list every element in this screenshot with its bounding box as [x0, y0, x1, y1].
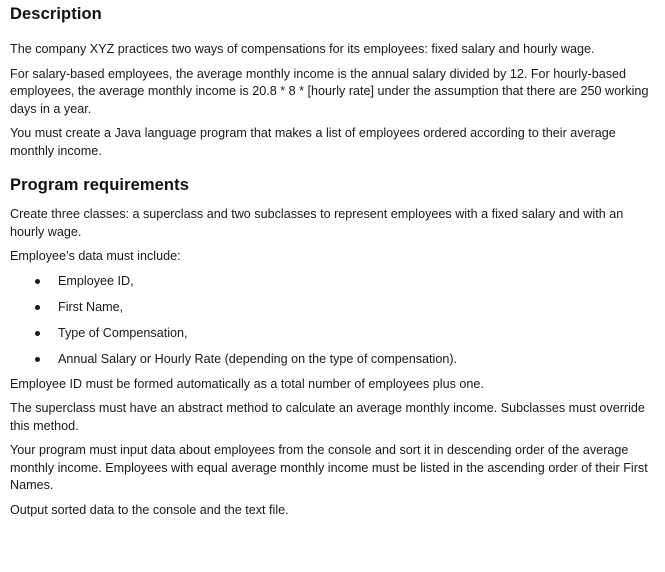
bullet-icon	[35, 279, 40, 284]
list-item-text: Type of Compensation,	[58, 326, 188, 341]
employee-data-list	[10, 273, 655, 369]
list-item	[10, 273, 655, 291]
description-paragraph: You must create a Java language program that makes a list of employees ordered according to their average monthly income.	[10, 126, 616, 158]
requirements-intro-paragraph: Create three classes: a superclass and two subclasses to represent employees with a fixed salary and with an hourly wage.	[10, 207, 624, 239]
requirements-intro-paragraph: Employee’s data must include:	[10, 249, 181, 263]
list-item	[10, 299, 655, 317]
program-requirements-heading: Program requirements	[10, 176, 189, 194]
list-item	[10, 325, 655, 343]
list-item	[10, 351, 655, 369]
description-paragraph: The company XYZ practices two ways of compensations for its employees: fixed salary and hourly wage.	[10, 42, 595, 56]
requirements-paragraph: Employee ID must be formed automatically as a total number of employees plus one.	[10, 376, 484, 391]
bullet-icon	[35, 305, 40, 310]
requirements-paragraph: The superclass must have an abstract method to calculate an average monthly income. Subclasses must override this method.	[10, 401, 645, 433]
bullet-icon	[35, 331, 40, 336]
list-item-text: First Name,	[58, 299, 124, 314]
description-heading: Description	[10, 5, 102, 23]
list-item-text: Annual Salary or Hourly Rate (depending on the type of compensation).	[58, 352, 458, 367]
description-paragraph: For salary-based employees, the average monthly income is the annual salary divided by 12. For hourly-based employees, the average monthly income is 20.8 * 8 * [hourly rate] under the assumption that there are 250 working days in a year.	[10, 66, 649, 116]
requirements-paragraph: Your program must input data about employees from the console and sort it in descending order of the average monthly income. Employees with equal average monthly income must be listed in the ascending order of their First Names.	[10, 443, 648, 493]
bullet-icon	[35, 357, 40, 362]
requirements-paragraph: Output sorted data to the console and the text file.	[10, 502, 289, 517]
list-item-text: Employee ID,	[58, 273, 134, 288]
